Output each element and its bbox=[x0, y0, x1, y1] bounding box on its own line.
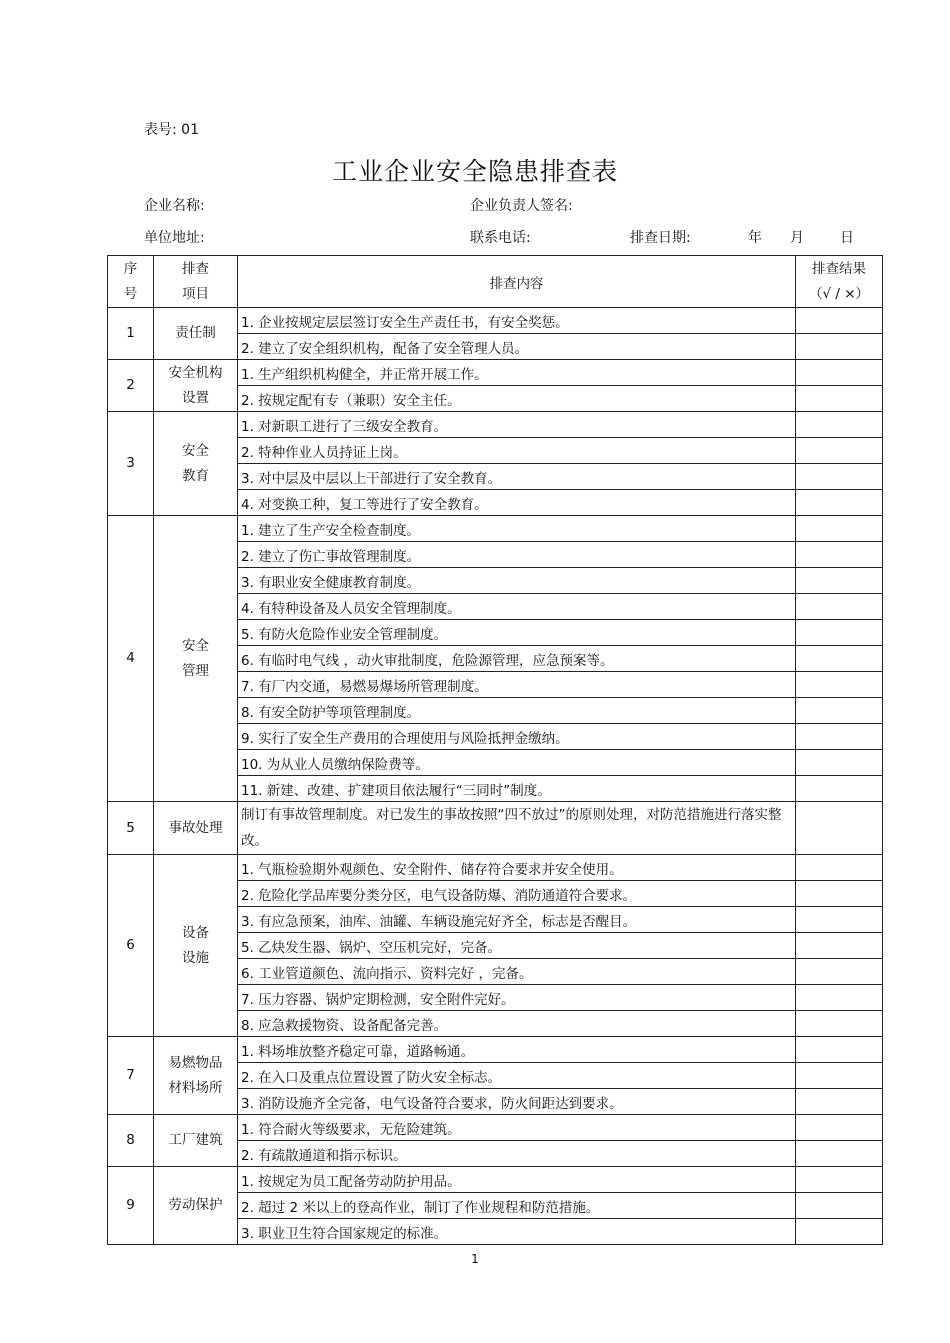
result-cell[interactable] bbox=[796, 464, 883, 490]
result-cell[interactable] bbox=[796, 490, 883, 516]
result-cell[interactable] bbox=[796, 1141, 883, 1167]
check-content: 6. 工业管道颜色、流向指示、资料完好 ，完备。 bbox=[238, 959, 796, 985]
leader-sign-label: 企业负责人签名: bbox=[470, 198, 573, 214]
result-cell[interactable] bbox=[796, 1193, 883, 1219]
check-content: 10. 为从业人员缴纳保险费等。 bbox=[238, 750, 796, 776]
check-content: 3. 有职业安全健康教育制度。 bbox=[238, 568, 796, 594]
check-content: 7. 压力容器、锅炉定期检测，安全附件完好。 bbox=[238, 985, 796, 1011]
check-content: 11. 新建、改建、扩建项目依法履行“三同时”制度。 bbox=[238, 776, 796, 802]
check-date-label: 排查日期: bbox=[630, 230, 691, 246]
result-cell[interactable] bbox=[796, 1219, 883, 1245]
table-header-row bbox=[108, 256, 883, 308]
check-content: 3. 消防设施齐全完备，电气设备符合要求，防火间距达到要求。 bbox=[238, 1089, 796, 1115]
check-content: 4. 有特种设备及人员安全管理制度。 bbox=[238, 594, 796, 620]
result-cell[interactable] bbox=[796, 985, 883, 1011]
result-cell[interactable] bbox=[796, 516, 883, 542]
result-cell[interactable] bbox=[796, 360, 883, 386]
result-cell[interactable] bbox=[796, 855, 883, 881]
result-cell[interactable] bbox=[796, 698, 883, 724]
table-row bbox=[108, 802, 883, 855]
check-content: 3. 职业卫生符合国家规定的标准。 bbox=[238, 1219, 796, 1245]
table-row bbox=[108, 308, 883, 334]
date-day-label: 日 bbox=[840, 230, 854, 246]
group-number: 5 bbox=[108, 802, 154, 855]
result-cell[interactable] bbox=[796, 542, 883, 568]
table-row bbox=[108, 1037, 883, 1063]
result-cell[interactable] bbox=[796, 594, 883, 620]
result-cell[interactable] bbox=[796, 907, 883, 933]
result-cell[interactable] bbox=[796, 334, 883, 360]
table-row bbox=[108, 1115, 883, 1141]
group-number: 4 bbox=[108, 516, 154, 802]
group-item: 安全 教育 bbox=[154, 412, 238, 516]
check-content: 2. 建立了伤亡事故管理制度。 bbox=[238, 542, 796, 568]
result-cell[interactable] bbox=[796, 881, 883, 907]
result-cell[interactable] bbox=[796, 959, 883, 985]
result-cell[interactable] bbox=[796, 776, 883, 802]
page-title: 工业企业安全隐患排查表 bbox=[331, 157, 618, 186]
column-header-content: 排查内容 bbox=[238, 256, 796, 308]
result-cell[interactable] bbox=[796, 1089, 883, 1115]
result-cell[interactable] bbox=[796, 646, 883, 672]
check-content: 5. 乙炔发生器、锅炉、空压机完好，完备。 bbox=[238, 933, 796, 959]
check-content: 2. 危险化学品库要分类分区，电气设备防爆、消防通道符合要求。 bbox=[238, 881, 796, 907]
table-row bbox=[108, 1167, 883, 1193]
phone-label: 联系电话: bbox=[470, 230, 531, 246]
company-name-label: 企业名称: bbox=[144, 198, 205, 214]
check-content: 1. 企业按规定层层签订安全生产责任书，有安全奖惩。 bbox=[238, 308, 796, 334]
check-content: 8. 应急救援物资、设备配备完善。 bbox=[238, 1011, 796, 1037]
column-header-result: 排查结果 （√ / ×） bbox=[796, 256, 883, 308]
check-content: 6. 有临时电气线 ，动火审批制度，危险源管理，应急预案等。 bbox=[238, 646, 796, 672]
group-item: 劳动保护 bbox=[154, 1167, 238, 1245]
check-content: 5. 有防火危险作业安全管理制度。 bbox=[238, 620, 796, 646]
result-cell[interactable] bbox=[796, 438, 883, 464]
result-cell[interactable] bbox=[796, 672, 883, 698]
result-cell[interactable] bbox=[796, 1037, 883, 1063]
check-content: 1. 对新职工进行了三级安全教育。 bbox=[238, 412, 796, 438]
result-cell[interactable] bbox=[796, 620, 883, 646]
date-month-label: 月 bbox=[790, 230, 804, 246]
check-content: 2. 超过 2 米以上的登高作业，制订了作业规程和防范措施。 bbox=[238, 1193, 796, 1219]
group-number: 3 bbox=[108, 412, 154, 516]
check-content: 2. 建立了安全组织机构，配备了安全管理人员。 bbox=[238, 334, 796, 360]
result-cell[interactable] bbox=[796, 802, 883, 855]
group-number: 1 bbox=[108, 308, 154, 360]
check-content: 3. 对中层及中层以上干部进行了安全教育。 bbox=[238, 464, 796, 490]
result-cell[interactable] bbox=[796, 386, 883, 412]
result-cell[interactable] bbox=[796, 1063, 883, 1089]
group-item: 责任制 bbox=[154, 308, 238, 360]
check-content: 1. 生产组织机构健全，并正常开展工作。 bbox=[238, 360, 796, 386]
inspection-table bbox=[107, 255, 883, 1245]
group-item: 工厂建筑 bbox=[154, 1115, 238, 1167]
group-item: 设备 设施 bbox=[154, 855, 238, 1037]
column-header-item: 排查 项目 bbox=[154, 256, 238, 308]
check-content: 1. 料场堆放整齐稳定可靠，道路畅通。 bbox=[238, 1037, 796, 1063]
group-item: 安全 管理 bbox=[154, 516, 238, 802]
check-content: 3. 有应急预案，油库、油罐、车辆设施完好齐全，标志是否醒目。 bbox=[238, 907, 796, 933]
group-item: 事故处理 bbox=[154, 802, 238, 855]
result-cell[interactable] bbox=[796, 1167, 883, 1193]
result-cell[interactable] bbox=[796, 750, 883, 776]
result-cell[interactable] bbox=[796, 568, 883, 594]
check-content: 2. 有疏散通道和指示标识。 bbox=[238, 1141, 796, 1167]
table-row bbox=[108, 516, 883, 542]
check-content: 4. 对变换工种，复工等进行了安全教育。 bbox=[238, 490, 796, 516]
table-row bbox=[108, 360, 883, 386]
group-number: 8 bbox=[108, 1115, 154, 1167]
check-content: 8. 有安全防护等项管理制度。 bbox=[238, 698, 796, 724]
address-label: 单位地址: bbox=[144, 230, 205, 246]
result-cell[interactable] bbox=[796, 1011, 883, 1037]
check-content: 2. 特种作业人员持证上岗。 bbox=[238, 438, 796, 464]
group-number: 9 bbox=[108, 1167, 154, 1245]
check-content: 2. 在入口及重点位置设置了防火安全标志。 bbox=[238, 1063, 796, 1089]
check-content: 1. 按规定为员工配备劳动防护用品。 bbox=[238, 1167, 796, 1193]
date-year-label: 年 bbox=[748, 230, 762, 246]
group-number: 6 bbox=[108, 855, 154, 1037]
check-content: 1. 气瓶检验期外观颜色、安全附件、储存符合要求并安全使用。 bbox=[238, 855, 796, 881]
check-content: 7. 有厂内交通，易燃易爆场所管理制度。 bbox=[238, 672, 796, 698]
group-number: 2 bbox=[108, 360, 154, 412]
column-header-number: 序 号 bbox=[108, 256, 154, 308]
result-cell[interactable] bbox=[796, 308, 883, 334]
group-item: 安全机构 设置 bbox=[154, 360, 238, 412]
form-number: 表号: 01 bbox=[144, 122, 199, 138]
group-number: 7 bbox=[108, 1037, 154, 1115]
check-content: 2. 按规定配有专（兼职）安全主任。 bbox=[238, 386, 796, 412]
table-row bbox=[108, 855, 883, 881]
check-content: 制订有事故管理制度。对已发生的事故按照“四不放过”的原则处理，对防范措施进行落实整改。 bbox=[238, 802, 796, 855]
result-cell[interactable] bbox=[796, 412, 883, 438]
result-cell[interactable] bbox=[796, 724, 883, 750]
table-body bbox=[108, 308, 883, 1245]
result-cell[interactable] bbox=[796, 1115, 883, 1141]
result-cell[interactable] bbox=[796, 933, 883, 959]
check-content: 1. 建立了生产安全检查制度。 bbox=[238, 516, 796, 542]
page-number: 1 bbox=[471, 1252, 479, 1266]
check-content: 1. 符合耐火等级要求，无危险建筑。 bbox=[238, 1115, 796, 1141]
group-item: 易燃物品 材料场所 bbox=[154, 1037, 238, 1115]
table-row bbox=[108, 412, 883, 438]
check-content: 9. 实行了安全生产费用的合理使用与风险抵押金缴纳。 bbox=[238, 724, 796, 750]
